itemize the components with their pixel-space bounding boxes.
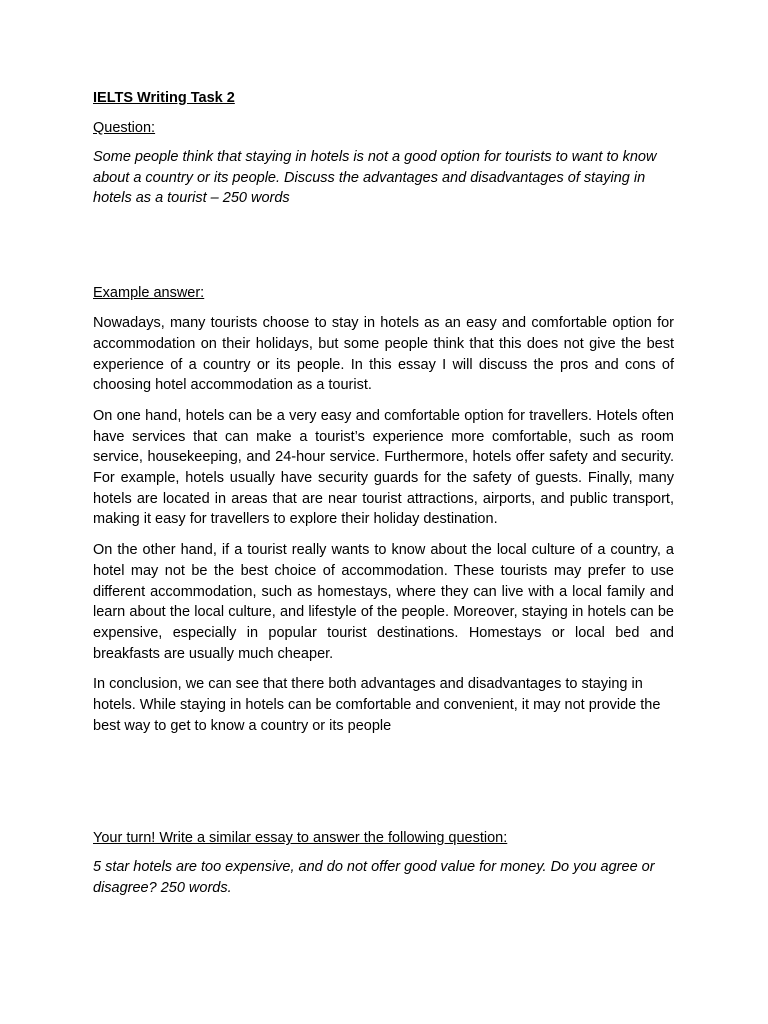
answer-paragraph-conclusion: In conclusion, we can see that there both advantages and disadvantages to staying in hotels. While staying in hotels can be comfortable and convenient, it may not provide the best way to get to know a country or its people [93,676,661,734]
question-label: Question: [93,120,156,136]
document-title: IELTS Writing Task 2 [93,90,235,106]
document-page [93,88,674,899]
your-turn-question: 5 star hotels are too expensive, and do not offer good value for money. Do you agree or disagree? 250 words. [93,859,655,897]
answer-paragraph-intro: Nowadays, many tourists choose to stay in hotels as an easy and comfortable option for accommodation on their holidays, but some people think that this does not give the best experience of a country or its people. In this essay I will discuss the pros and cons of choosing hotel accommodation as a tourist. [93,315,674,394]
answer-paragraph-advantages: On one hand, hotels can be a very easy and comfortable option for travellers. Hotels often have services that can make a tourist’s experience more comfortable, such as room service, housekeeping, and 24-hour service. Furthermore, hotels offer safety and security. For example, hotels usually have security guards for the safety of guests. Finally, many hotels are located in areas that are near tourist attractions, airports, and public transport, making it easy for travellers to explore their holiday destination. [93,407,674,528]
question-text: Some people think that staying in hotels is not a good option for tourists to want to know about a country or its people. Discuss the advantages and disadvantages of staying in hotels as a tourist – 250 words [93,149,657,207]
answer-paragraph-disadvantages: On the other hand, if a tourist really wants to know about the local culture of a country, a hotel may not be the best choice of accommodation. These tourists may prefer to use different accommodation, such as homestays, where they can live with a local family and learn about the local culture, and lifestyle of the people. Moreover, staying in hotels can be expensive, especially in popular tourist destinations. Homestays or local bed and breakfasts are usually much cheaper. [93,542,674,662]
example-answer-label: Example answer: [93,285,205,302]
your-turn-label: Your turn! Write a similar essay to answer the following question: [93,830,508,847]
